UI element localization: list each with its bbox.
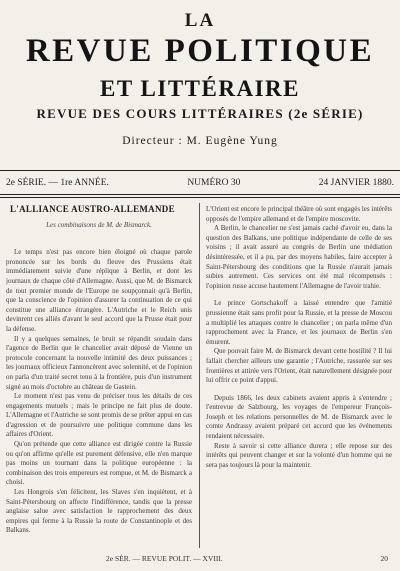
issue-numero: NUMÉRO 30 <box>187 178 241 188</box>
left-paragraph: Les Hongrois s'en félicitent, les Slaves s'en inquiètent, et à Saint-Pétersbourg on affecte l'indifférence, tandis que la presse anglaise salue avec satisfaction le rapprochement des deux empires qui ferme à la Russie la route de Constantinople et des Balkans. <box>6 488 192 535</box>
issue-bottom-rule <box>0 194 400 195</box>
article-title: L'ALLIANCE AUSTRO-ALLEMANDE <box>10 205 175 214</box>
masthead-series: REVUE DES COURS LITTÉRAIRES (2e SÉRIE) <box>36 106 364 121</box>
left-paragraph: Qu'on prétende que cette alliance est dirigée contre la Russie ou qu'on affirme qu'elle est purement défensive, elle n'en marque pas moins un tournant dans la politique européenne : la combinaison des trois empereurs est rompue, et M. de Bismarck a choisi. <box>6 440 192 487</box>
right-paragraph: Reste à savoir si cette alliance durera ; elle repose sur des intérêts qui peuvent changer et sur la volonté d'un homme qui ne sera pas toujours là pour la maintenir. <box>206 441 392 469</box>
left-paragraph: Le moment n'est pas venu de préciser tous les détails de ces engagements mutuels ; mais le principe ne fait plus de doute. L'Allemagne et l'Autriche se sont promis de se prêter appui en cas d'agression et de poursuivre une politique commune dans les affaires d'Orient. <box>6 392 192 439</box>
left-column <box>6 205 192 549</box>
issue-line <box>6 178 394 188</box>
right-paragraph: Que pouvait faire M. de Bismarck devant cette hostilité ? Il lui fallait chercher ailleurs une garantie ; l'Autriche, rassurée sur ses frontières et attirée vers l'Orient, était naturellement désignée pour lui offrir ce point d'appui. <box>206 347 392 385</box>
left-paragraph: Le temps n'est pas encore bien éloigné où chaque parole prononcée sur les bords du fleuve des Prussiens était immédiatement suivie d'une réplique à Berlin, et dont les journaux de chaque côté d'Allemagne. Aussi, que M. de Bismarck de tout premier monde de l'Europe ne soupçonnait qu'à Berlin, que la conscience de l'opinion d'assurer la continuation de ce qui constitue une alliance étrangère. L'Autriche et le Reich unis devinrent ces alliés d'avant le seul accord que la Prusse était pour la défense. <box>6 248 192 333</box>
article-subtitle: Les combinaisons de M. de Bismarck. <box>46 220 152 229</box>
masthead-subtitle: ET LITTÉRAIRE <box>100 76 300 101</box>
top-rule <box>0 170 400 171</box>
column-divider <box>199 203 200 548</box>
right-paragraph: L'Orient est encore le principal théâtre où sont engagés les intérêts opposés de l'empire allemand et de l'empire moscovite. <box>206 205 392 223</box>
right-paragraph: Depuis 1866, les deux cabinets avaient appris à s'entendre ; l'entrevue de Salzbourg, les voyages de l'empereur François-Joseph et les relations personnelles de M. de Bismarck avec le comte Andrassy avaient préparé cet accord que les événements rendaient nécessaire. <box>206 393 392 441</box>
footer-signature: 2e SÉR. — REVUE POLIT. — XVIII. <box>106 554 223 563</box>
right-paragraph: Le prince Gortschakoff a laissé entendre que l'amitié prussienne était sans profit pour la Russie, et la presse de Moscou a multiplié les attaques contre le chancelier ; on parla même d'un rapprochement avec la France, et les journaux de Berlin s'en émurent. <box>206 299 392 346</box>
issue-serie: 2e SÉRIE. — 1re ANNÉE. <box>6 178 109 188</box>
issue-bottom-rule-2 <box>0 197 400 198</box>
masthead-director: Directeur : M. Eugène Yung <box>122 135 278 147</box>
right-column <box>206 205 392 549</box>
masthead-la: LA <box>184 10 216 31</box>
masthead-title: REVUE POLITIQUE <box>25 33 375 69</box>
left-paragraph: Il y a quelques semaines, le bruit se répandit soudain dans l'agence de Berlin que le chancelier avait déposé de Vienne un protocole concernant la nouvelle intimité des deux puissances ; les journaux officieux l'annoncèrent avec solennité, et de l'opinion on parla d'un traité secret tenu à la frontière, puis d'un instrument signé au mois d'octobre au château de Gastein. <box>6 334 192 391</box>
right-paragraph: A Berlin, le chancelier ne s'est jamais caché d'avoir eu, dans la question des Balkans, une politique indépendante de celle de ses voisins ; il avait assuré au congrès de Berlin une médiation désintéressée, et il a pu, par des moyens habiles, faire accepter à Saint-Pétersbourg des conditions que la Russie n'aurait jamais subies autrement. Ces services ont été mal récompensés : l'opinion russe accuse hautement l'Allemagne de l'avoir trahie. <box>206 224 392 290</box>
page-number: 20 <box>380 554 388 563</box>
issue-date: 24 JANVIER 1880. <box>318 178 394 188</box>
